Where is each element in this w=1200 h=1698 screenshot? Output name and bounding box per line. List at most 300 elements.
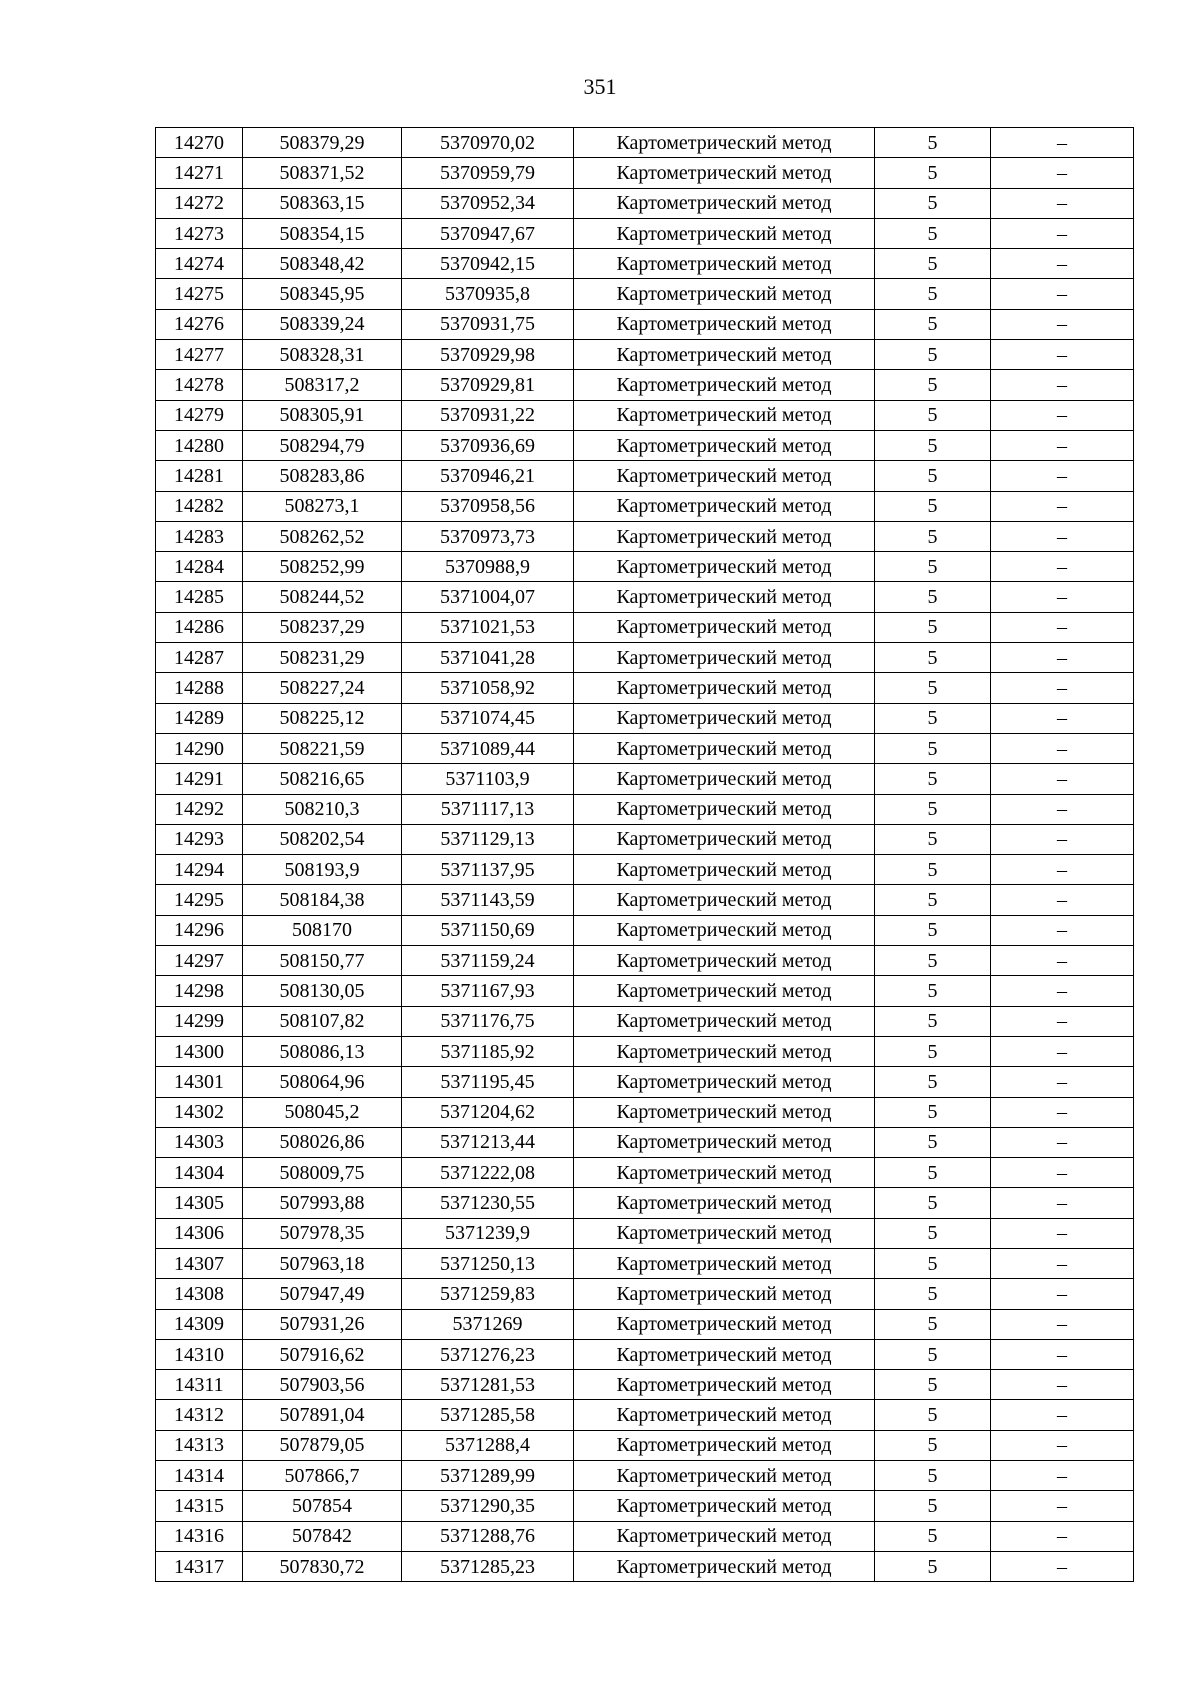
point-number-cell: 14295 bbox=[156, 885, 243, 915]
y-coordinate-cell: 5371041,28 bbox=[402, 643, 574, 673]
point-number-cell: 14288 bbox=[156, 673, 243, 703]
x-coordinate-cell: 507854 bbox=[243, 1491, 402, 1521]
y-coordinate-cell: 5371129,13 bbox=[402, 824, 574, 854]
method-cell: Картометрический метод bbox=[574, 279, 875, 309]
accuracy-cell: 5 bbox=[875, 1218, 991, 1248]
description-cell: – bbox=[991, 1127, 1134, 1157]
point-number-cell: 14271 bbox=[156, 158, 243, 188]
table-row bbox=[156, 128, 1134, 158]
accuracy-cell: 5 bbox=[875, 1491, 991, 1521]
description-cell: – bbox=[991, 128, 1134, 158]
description-cell: – bbox=[991, 1400, 1134, 1430]
x-coordinate-cell: 508379,29 bbox=[243, 128, 402, 158]
y-coordinate-cell: 5371117,13 bbox=[402, 794, 574, 824]
x-coordinate-cell: 508225,12 bbox=[243, 703, 402, 733]
table-row bbox=[156, 1491, 1134, 1521]
point-number-cell: 14287 bbox=[156, 643, 243, 673]
method-cell: Картометрический метод bbox=[574, 1067, 875, 1097]
y-coordinate-cell: 5371089,44 bbox=[402, 733, 574, 763]
accuracy-cell: 5 bbox=[875, 340, 991, 370]
point-number-cell: 14290 bbox=[156, 733, 243, 763]
description-cell: – bbox=[991, 370, 1134, 400]
method-cell: Картометрический метод bbox=[574, 946, 875, 976]
method-cell: Картометрический метод bbox=[574, 643, 875, 673]
y-coordinate-cell: 5371289,99 bbox=[402, 1461, 574, 1491]
x-coordinate-cell: 508273,1 bbox=[243, 491, 402, 521]
x-coordinate-cell: 507866,7 bbox=[243, 1461, 402, 1491]
method-cell: Картометрический метод bbox=[574, 309, 875, 339]
accuracy-cell: 5 bbox=[875, 491, 991, 521]
method-cell: Картометрический метод bbox=[574, 915, 875, 945]
accuracy-cell: 5 bbox=[875, 188, 991, 218]
accuracy-cell: 5 bbox=[875, 461, 991, 491]
method-cell: Картометрический метод bbox=[574, 794, 875, 824]
description-cell: – bbox=[991, 1006, 1134, 1036]
x-coordinate-cell: 508184,38 bbox=[243, 885, 402, 915]
description-cell: – bbox=[991, 1036, 1134, 1066]
description-cell: – bbox=[991, 1097, 1134, 1127]
x-coordinate-cell: 508252,99 bbox=[243, 552, 402, 582]
x-coordinate-cell: 508026,86 bbox=[243, 1127, 402, 1157]
point-number-cell: 14282 bbox=[156, 491, 243, 521]
y-coordinate-cell: 5370973,73 bbox=[402, 521, 574, 551]
description-cell: – bbox=[991, 340, 1134, 370]
accuracy-cell: 5 bbox=[875, 915, 991, 945]
accuracy-cell: 5 bbox=[875, 1400, 991, 1430]
x-coordinate-cell: 508317,2 bbox=[243, 370, 402, 400]
description-cell: – bbox=[991, 1339, 1134, 1369]
method-cell: Картометрический метод bbox=[574, 1248, 875, 1278]
point-number-cell: 14278 bbox=[156, 370, 243, 400]
accuracy-cell: 5 bbox=[875, 643, 991, 673]
table-row bbox=[156, 1097, 1134, 1127]
x-coordinate-cell: 508130,05 bbox=[243, 976, 402, 1006]
description-cell: – bbox=[991, 764, 1134, 794]
accuracy-cell: 5 bbox=[875, 1158, 991, 1188]
table-row bbox=[156, 1551, 1134, 1581]
y-coordinate-cell: 5371276,23 bbox=[402, 1339, 574, 1369]
y-coordinate-cell: 5370958,56 bbox=[402, 491, 574, 521]
table-row bbox=[156, 1279, 1134, 1309]
table-row bbox=[156, 946, 1134, 976]
y-coordinate-cell: 5371103,9 bbox=[402, 764, 574, 794]
table-row bbox=[156, 1370, 1134, 1400]
table-row bbox=[156, 461, 1134, 491]
table-row bbox=[156, 824, 1134, 854]
method-cell: Картометрический метод bbox=[574, 1279, 875, 1309]
description-cell: – bbox=[991, 1370, 1134, 1400]
x-coordinate-cell: 508237,29 bbox=[243, 612, 402, 642]
accuracy-cell: 5 bbox=[875, 976, 991, 1006]
table-row bbox=[156, 249, 1134, 279]
method-cell: Картометрический метод bbox=[574, 340, 875, 370]
table-row bbox=[156, 279, 1134, 309]
accuracy-cell: 5 bbox=[875, 400, 991, 430]
description-cell: – bbox=[991, 430, 1134, 460]
description-cell: – bbox=[991, 1248, 1134, 1278]
point-number-cell: 14300 bbox=[156, 1036, 243, 1066]
method-cell: Картометрический метод bbox=[574, 1006, 875, 1036]
point-number-cell: 14299 bbox=[156, 1006, 243, 1036]
y-coordinate-cell: 5370947,67 bbox=[402, 218, 574, 248]
point-number-cell: 14309 bbox=[156, 1309, 243, 1339]
x-coordinate-cell: 508348,42 bbox=[243, 249, 402, 279]
point-number-cell: 14275 bbox=[156, 279, 243, 309]
method-cell: Картометрический метод bbox=[574, 461, 875, 491]
point-number-cell: 14273 bbox=[156, 218, 243, 248]
y-coordinate-cell: 5370959,79 bbox=[402, 158, 574, 188]
point-number-cell: 14311 bbox=[156, 1370, 243, 1400]
x-coordinate-cell: 508086,13 bbox=[243, 1036, 402, 1066]
x-coordinate-cell: 508363,15 bbox=[243, 188, 402, 218]
table-row bbox=[156, 400, 1134, 430]
x-coordinate-cell: 508371,52 bbox=[243, 158, 402, 188]
method-cell: Картометрический метод bbox=[574, 673, 875, 703]
y-coordinate-cell: 5371250,13 bbox=[402, 1248, 574, 1278]
description-cell: – bbox=[991, 249, 1134, 279]
table-row bbox=[156, 1036, 1134, 1066]
accuracy-cell: 5 bbox=[875, 824, 991, 854]
table-row bbox=[156, 491, 1134, 521]
accuracy-cell: 5 bbox=[875, 1036, 991, 1066]
point-number-cell: 14306 bbox=[156, 1218, 243, 1248]
point-number-cell: 14294 bbox=[156, 855, 243, 885]
y-coordinate-cell: 5371021,53 bbox=[402, 612, 574, 642]
description-cell: – bbox=[991, 915, 1134, 945]
x-coordinate-cell: 508210,3 bbox=[243, 794, 402, 824]
description-cell: – bbox=[991, 794, 1134, 824]
table-row bbox=[156, 976, 1134, 1006]
description-cell: – bbox=[991, 552, 1134, 582]
point-number-cell: 14270 bbox=[156, 128, 243, 158]
description-cell: – bbox=[991, 1218, 1134, 1248]
x-coordinate-cell: 507963,18 bbox=[243, 1248, 402, 1278]
point-number-cell: 14316 bbox=[156, 1521, 243, 1551]
description-cell: – bbox=[991, 1430, 1134, 1460]
accuracy-cell: 5 bbox=[875, 764, 991, 794]
method-cell: Картометрический метод bbox=[574, 1400, 875, 1430]
table-row bbox=[156, 764, 1134, 794]
table-row bbox=[156, 1127, 1134, 1157]
y-coordinate-cell: 5371290,35 bbox=[402, 1491, 574, 1521]
accuracy-cell: 5 bbox=[875, 1006, 991, 1036]
description-cell: – bbox=[991, 1521, 1134, 1551]
description-cell: – bbox=[991, 309, 1134, 339]
accuracy-cell: 5 bbox=[875, 218, 991, 248]
y-coordinate-cell: 5371058,92 bbox=[402, 673, 574, 703]
table-row bbox=[156, 915, 1134, 945]
method-cell: Картометрический метод bbox=[574, 1461, 875, 1491]
y-coordinate-cell: 5370946,21 bbox=[402, 461, 574, 491]
x-coordinate-cell: 507842 bbox=[243, 1521, 402, 1551]
y-coordinate-cell: 5371269 bbox=[402, 1309, 574, 1339]
y-coordinate-cell: 5371285,23 bbox=[402, 1551, 574, 1581]
method-cell: Картометрический метод bbox=[574, 1521, 875, 1551]
method-cell: Картометрический метод bbox=[574, 128, 875, 158]
x-coordinate-cell: 508064,96 bbox=[243, 1067, 402, 1097]
table-row bbox=[156, 218, 1134, 248]
table-row bbox=[156, 1461, 1134, 1491]
table-row bbox=[156, 885, 1134, 915]
description-cell: – bbox=[991, 400, 1134, 430]
method-cell: Картометрический метод bbox=[574, 430, 875, 460]
y-coordinate-cell: 5371185,92 bbox=[402, 1036, 574, 1066]
y-coordinate-cell: 5371230,55 bbox=[402, 1188, 574, 1218]
accuracy-cell: 5 bbox=[875, 309, 991, 339]
method-cell: Картометрический метод bbox=[574, 1491, 875, 1521]
x-coordinate-cell: 508045,2 bbox=[243, 1097, 402, 1127]
accuracy-cell: 5 bbox=[875, 1067, 991, 1097]
accuracy-cell: 5 bbox=[875, 1370, 991, 1400]
accuracy-cell: 5 bbox=[875, 279, 991, 309]
accuracy-cell: 5 bbox=[875, 612, 991, 642]
method-cell: Картометрический метод bbox=[574, 249, 875, 279]
y-coordinate-cell: 5370988,9 bbox=[402, 552, 574, 582]
y-coordinate-cell: 5371195,45 bbox=[402, 1067, 574, 1097]
method-cell: Картометрический метод bbox=[574, 1370, 875, 1400]
point-number-cell: 14303 bbox=[156, 1127, 243, 1157]
table-row bbox=[156, 703, 1134, 733]
table-row bbox=[156, 855, 1134, 885]
x-coordinate-cell: 507931,26 bbox=[243, 1309, 402, 1339]
x-coordinate-cell: 508150,77 bbox=[243, 946, 402, 976]
coordinates-table-body bbox=[156, 128, 1134, 1582]
y-coordinate-cell: 5371259,83 bbox=[402, 1279, 574, 1309]
method-cell: Картометрический метод bbox=[574, 733, 875, 763]
point-number-cell: 14313 bbox=[156, 1430, 243, 1460]
description-cell: – bbox=[991, 1551, 1134, 1581]
description-cell: – bbox=[991, 946, 1134, 976]
accuracy-cell: 5 bbox=[875, 1430, 991, 1460]
x-coordinate-cell: 508339,24 bbox=[243, 309, 402, 339]
point-number-cell: 14276 bbox=[156, 309, 243, 339]
method-cell: Картометрический метод bbox=[574, 158, 875, 188]
method-cell: Картометрический метод bbox=[574, 582, 875, 612]
method-cell: Картометрический метод bbox=[574, 521, 875, 551]
y-coordinate-cell: 5370929,98 bbox=[402, 340, 574, 370]
x-coordinate-cell: 507916,62 bbox=[243, 1339, 402, 1369]
description-cell: – bbox=[991, 1491, 1134, 1521]
accuracy-cell: 5 bbox=[875, 1279, 991, 1309]
method-cell: Картометрический метод bbox=[574, 1036, 875, 1066]
y-coordinate-cell: 5370931,22 bbox=[402, 400, 574, 430]
point-number-cell: 14293 bbox=[156, 824, 243, 854]
table-row bbox=[156, 643, 1134, 673]
accuracy-cell: 5 bbox=[875, 885, 991, 915]
accuracy-cell: 5 bbox=[875, 1339, 991, 1369]
description-cell: – bbox=[991, 824, 1134, 854]
x-coordinate-cell: 508009,75 bbox=[243, 1158, 402, 1188]
x-coordinate-cell: 508305,91 bbox=[243, 400, 402, 430]
accuracy-cell: 5 bbox=[875, 430, 991, 460]
x-coordinate-cell: 508262,52 bbox=[243, 521, 402, 551]
point-number-cell: 14289 bbox=[156, 703, 243, 733]
table-row bbox=[156, 1430, 1134, 1460]
point-number-cell: 14274 bbox=[156, 249, 243, 279]
description-cell: – bbox=[991, 885, 1134, 915]
table-row bbox=[156, 1339, 1134, 1369]
table-row bbox=[156, 1309, 1134, 1339]
x-coordinate-cell: 508354,15 bbox=[243, 218, 402, 248]
point-number-cell: 14279 bbox=[156, 400, 243, 430]
accuracy-cell: 5 bbox=[875, 673, 991, 703]
y-coordinate-cell: 5371281,53 bbox=[402, 1370, 574, 1400]
description-cell: – bbox=[991, 218, 1134, 248]
y-coordinate-cell: 5371004,07 bbox=[402, 582, 574, 612]
description-cell: – bbox=[991, 158, 1134, 188]
x-coordinate-cell: 508244,52 bbox=[243, 582, 402, 612]
x-coordinate-cell: 508283,86 bbox=[243, 461, 402, 491]
accuracy-cell: 5 bbox=[875, 733, 991, 763]
description-cell: – bbox=[991, 1067, 1134, 1097]
method-cell: Картометрический метод bbox=[574, 976, 875, 1006]
point-number-cell: 14308 bbox=[156, 1279, 243, 1309]
table-row bbox=[156, 1188, 1134, 1218]
y-coordinate-cell: 5370952,34 bbox=[402, 188, 574, 218]
point-number-cell: 14280 bbox=[156, 430, 243, 460]
y-coordinate-cell: 5371159,24 bbox=[402, 946, 574, 976]
x-coordinate-cell: 507978,35 bbox=[243, 1218, 402, 1248]
x-coordinate-cell: 508193,9 bbox=[243, 855, 402, 885]
point-number-cell: 14285 bbox=[156, 582, 243, 612]
accuracy-cell: 5 bbox=[875, 855, 991, 885]
accuracy-cell: 5 bbox=[875, 703, 991, 733]
point-number-cell: 14277 bbox=[156, 340, 243, 370]
accuracy-cell: 5 bbox=[875, 1127, 991, 1157]
x-coordinate-cell: 508107,82 bbox=[243, 1006, 402, 1036]
method-cell: Картометрический метод bbox=[574, 1097, 875, 1127]
method-cell: Картометрический метод bbox=[574, 1158, 875, 1188]
x-coordinate-cell: 507993,88 bbox=[243, 1188, 402, 1218]
y-coordinate-cell: 5370935,8 bbox=[402, 279, 574, 309]
description-cell: – bbox=[991, 1158, 1134, 1188]
description-cell: – bbox=[991, 582, 1134, 612]
description-cell: – bbox=[991, 521, 1134, 551]
accuracy-cell: 5 bbox=[875, 946, 991, 976]
description-cell: – bbox=[991, 1188, 1134, 1218]
accuracy-cell: 5 bbox=[875, 1309, 991, 1339]
accuracy-cell: 5 bbox=[875, 794, 991, 824]
table-row bbox=[156, 521, 1134, 551]
point-number-cell: 14284 bbox=[156, 552, 243, 582]
method-cell: Картометрический метод bbox=[574, 218, 875, 248]
description-cell: – bbox=[991, 1279, 1134, 1309]
method-cell: Картометрический метод bbox=[574, 764, 875, 794]
method-cell: Картометрический метод bbox=[574, 703, 875, 733]
method-cell: Картометрический метод bbox=[574, 400, 875, 430]
y-coordinate-cell: 5371222,08 bbox=[402, 1158, 574, 1188]
table-row bbox=[156, 1067, 1134, 1097]
x-coordinate-cell: 507891,04 bbox=[243, 1400, 402, 1430]
description-cell: – bbox=[991, 703, 1134, 733]
point-number-cell: 14298 bbox=[156, 976, 243, 1006]
description-cell: – bbox=[991, 491, 1134, 521]
method-cell: Картометрический метод bbox=[574, 188, 875, 218]
point-number-cell: 14301 bbox=[156, 1067, 243, 1097]
y-coordinate-cell: 5371288,76 bbox=[402, 1521, 574, 1551]
description-cell: – bbox=[991, 1309, 1134, 1339]
y-coordinate-cell: 5371239,9 bbox=[402, 1218, 574, 1248]
table-row bbox=[156, 1521, 1134, 1551]
x-coordinate-cell: 507947,49 bbox=[243, 1279, 402, 1309]
accuracy-cell: 5 bbox=[875, 249, 991, 279]
table-row bbox=[156, 158, 1134, 188]
table-row bbox=[156, 673, 1134, 703]
method-cell: Картометрический метод bbox=[574, 1127, 875, 1157]
method-cell: Картометрический метод bbox=[574, 824, 875, 854]
method-cell: Картометрический метод bbox=[574, 885, 875, 915]
y-coordinate-cell: 5370931,75 bbox=[402, 309, 574, 339]
y-coordinate-cell: 5370936,69 bbox=[402, 430, 574, 460]
point-number-cell: 14291 bbox=[156, 764, 243, 794]
x-coordinate-cell: 508170 bbox=[243, 915, 402, 945]
table-row bbox=[156, 733, 1134, 763]
table-row bbox=[156, 430, 1134, 460]
table-row bbox=[156, 582, 1134, 612]
x-coordinate-cell: 508202,54 bbox=[243, 824, 402, 854]
point-number-cell: 14312 bbox=[156, 1400, 243, 1430]
accuracy-cell: 5 bbox=[875, 1461, 991, 1491]
description-cell: – bbox=[991, 279, 1134, 309]
table-row bbox=[156, 1006, 1134, 1036]
point-number-cell: 14297 bbox=[156, 946, 243, 976]
table-row bbox=[156, 612, 1134, 642]
point-number-cell: 14307 bbox=[156, 1248, 243, 1278]
point-number-cell: 14310 bbox=[156, 1339, 243, 1369]
table-row bbox=[156, 340, 1134, 370]
accuracy-cell: 5 bbox=[875, 370, 991, 400]
accuracy-cell: 5 bbox=[875, 128, 991, 158]
x-coordinate-cell: 508328,31 bbox=[243, 340, 402, 370]
accuracy-cell: 5 bbox=[875, 1521, 991, 1551]
method-cell: Картометрический метод bbox=[574, 1551, 875, 1581]
method-cell: Картометрический метод bbox=[574, 1218, 875, 1248]
method-cell: Картометрический метод bbox=[574, 370, 875, 400]
method-cell: Картометрический метод bbox=[574, 1430, 875, 1460]
point-number-cell: 14317 bbox=[156, 1551, 243, 1581]
method-cell: Картометрический метод bbox=[574, 855, 875, 885]
y-coordinate-cell: 5370970,02 bbox=[402, 128, 574, 158]
accuracy-cell: 5 bbox=[875, 552, 991, 582]
description-cell: – bbox=[991, 643, 1134, 673]
x-coordinate-cell: 507903,56 bbox=[243, 1370, 402, 1400]
point-number-cell: 14283 bbox=[156, 521, 243, 551]
y-coordinate-cell: 5370929,81 bbox=[402, 370, 574, 400]
method-cell: Картометрический метод bbox=[574, 1339, 875, 1369]
y-coordinate-cell: 5371288,4 bbox=[402, 1430, 574, 1460]
table-row bbox=[156, 552, 1134, 582]
y-coordinate-cell: 5371176,75 bbox=[402, 1006, 574, 1036]
table-row bbox=[156, 1158, 1134, 1188]
table-row bbox=[156, 1218, 1134, 1248]
x-coordinate-cell: 508221,59 bbox=[243, 733, 402, 763]
y-coordinate-cell: 5371074,45 bbox=[402, 703, 574, 733]
table-row bbox=[156, 188, 1134, 218]
point-number-cell: 14272 bbox=[156, 188, 243, 218]
y-coordinate-cell: 5371285,58 bbox=[402, 1400, 574, 1430]
point-number-cell: 14302 bbox=[156, 1097, 243, 1127]
x-coordinate-cell: 508227,24 bbox=[243, 673, 402, 703]
method-cell: Картометрический метод bbox=[574, 491, 875, 521]
x-coordinate-cell: 508294,79 bbox=[243, 430, 402, 460]
accuracy-cell: 5 bbox=[875, 1248, 991, 1278]
accuracy-cell: 5 bbox=[875, 158, 991, 188]
point-number-cell: 14314 bbox=[156, 1461, 243, 1491]
y-coordinate-cell: 5371167,93 bbox=[402, 976, 574, 1006]
point-number-cell: 14281 bbox=[156, 461, 243, 491]
y-coordinate-cell: 5371143,59 bbox=[402, 885, 574, 915]
table-row bbox=[156, 370, 1134, 400]
